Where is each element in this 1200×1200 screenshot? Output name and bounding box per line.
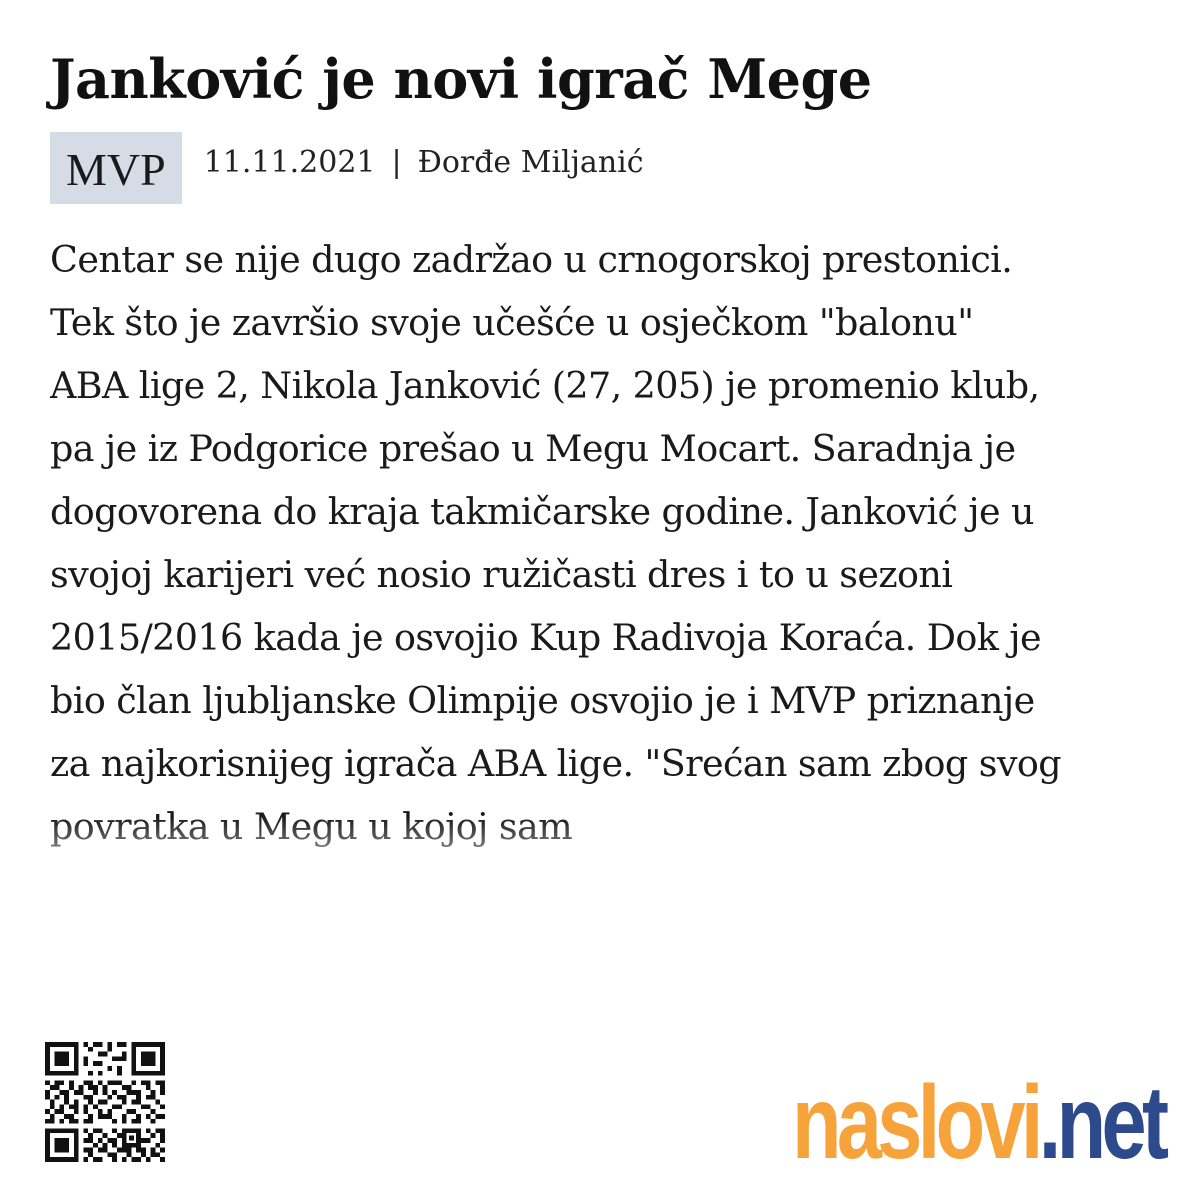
logo-text-primary: naslovi xyxy=(791,1065,1039,1181)
article-meta xyxy=(50,132,644,204)
body-line: Tek što je završio svoje učešće u osječkom "balonu" xyxy=(50,301,974,344)
site-logo[interactable] xyxy=(791,1055,1164,1181)
body-line: bio član ljubljanske Olimpije osvojio je i MVP priznanje xyxy=(50,679,1035,722)
body-line: 2015/2016 kada je osvojio Kup Radivoja Koraća. Dok je xyxy=(50,616,1041,659)
body-line-faded: povratka u Megu u kojoj sam xyxy=(50,795,1180,858)
category-badge[interactable]: MVP xyxy=(50,132,182,204)
meta-separator: | xyxy=(391,144,402,180)
qr-code-icon[interactable] xyxy=(45,1040,165,1164)
article-date: 11.11.2021 xyxy=(203,144,376,180)
body-line: dogovorena do kraja takmičarske godine. Janković je u xyxy=(50,490,1034,533)
logo-text-domain: .net xyxy=(1038,1065,1164,1181)
article-title: Janković je novi igrač Mege xyxy=(50,47,872,111)
body-line: svojoj karijeri već nosio ružičasti dres i to u sezoni xyxy=(50,553,953,596)
body-line: ABA lige 2, Nikola Janković (27, 205) je promenio klub, xyxy=(50,364,1040,407)
body-line: pa je iz Podgorice prešao u Megu Mocart. Saradnja je xyxy=(50,427,1016,470)
article-author: Đorđe Miljanić xyxy=(417,144,644,180)
meta-text xyxy=(204,145,644,180)
article-body xyxy=(50,228,1180,858)
body-line: za najkorisnijeg igrača ABA lige. "Srećan sam zbog svog xyxy=(50,742,1061,785)
body-line: Centar se nije dugo zadržao u crnogorskoj prestonici. xyxy=(50,238,1013,281)
